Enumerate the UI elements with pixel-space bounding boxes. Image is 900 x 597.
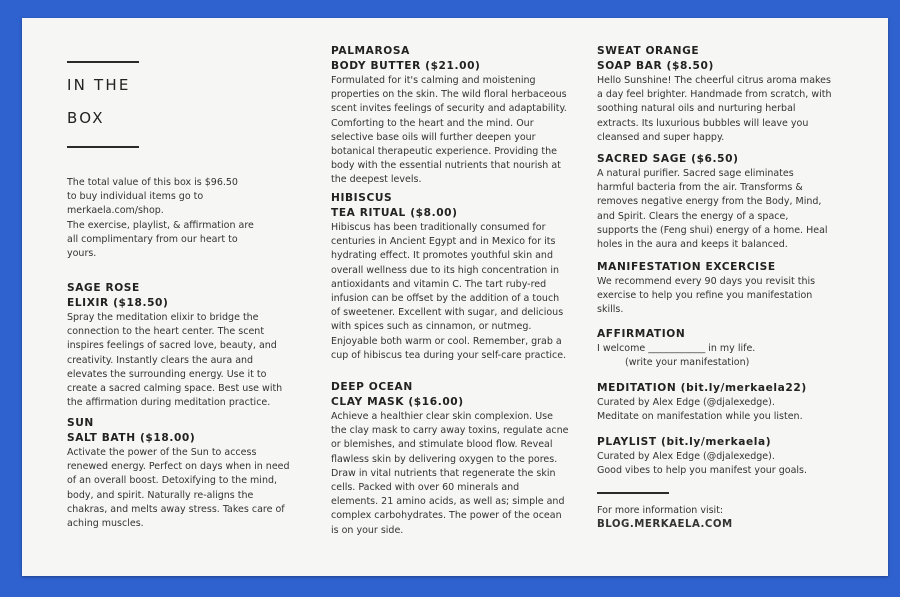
product-deep-ocean: DEEP OCEAN CLAY MASK ($16.00) Achieve a healthier clear skin complexion. Use the clay mask to carry away toxins, regulate acne or blemishes, and stimulate blood flow. Reveal flawless skin by delivering oxygen to the pores. Draw in vital nutrients that regenerate the skin cells. Packed with over 60 minerals and elements. 21 amino acids, as well as; simple and complex carbohydrates. The power of the ocean is on your side. [331,381,569,536]
meditation: MEDITATION (bit.ly/merkaela22) Curated by Alex Edge (@djalexedge). Meditate on manifestation while you listen. [597,382,807,423]
product-sacred-sage: SACRED SAGE ($6.50) A natural purifier. Sacred sage eliminates harmful bacteria from the air. Transforms & removes negative energy from the Body, Mind, and Spirit. Clears the energy of a space, supports the (Feng shui) energy of a home. Heal holes in the aura and keeps it balanced. [597,153,828,251]
product-sage-rose: SAGE ROSE ELIXIR ($18.50) Spray the meditation elixir to bridge the connection to the heart center. The scent inspires feelings of sacred love, beauty, and creativity. Instantly clears the aura and elevates the surrounding energy. Use it to create a sacred calming space. Best use with the affirmation during meditation practice. [67,282,283,409]
intro-text: The total value of this box is $96.50 to buy individual items go to merkaela.com/shop. The exercise, playlist, & affirmation are all complimentary from our heart to yours. [67,177,254,260]
product-palmarosa: PALMAROSA BODY BUTTER ($21.00) Formulated for it's calming and moistening properties on the skin. The wild floral herbaceous scent invites feelings of security and adaptability. Comforting to the heart and the mind. Our selective base oils will further deepen your botanical therapeutic experience. Providing the body with the essential nutrients that nourish at the deepest levels. [331,45,567,186]
playlist: PLAYLIST (bit.ly/merkaela) Curated by Alex Edge (@djalexedge). Good vibes to help you manifest your goals. [597,436,808,477]
info-card [22,18,888,576]
footer-rule [597,492,832,494]
product-hibiscus: HIBISCUS TEA RITUAL ($8.00) Hibiscus has been traditionally consumed for centuries in Ancient Egypt and in Mexico for its hydrating effect. It promotes youthful skin and overall wellness due to its high concentration in antioxidants and vitamin C. The tart ruby-red infusion can be offset by the addition of a touch of sweetener. Excellent with sugar, and delicious with spices such as cinnamon, or nutmeg. Enjoyable both warm or cool. Remember, grab a cup of hibiscus tea during your self-care practice. [331,192,567,361]
affirmation: AFFIRMATION I welcome ____________ in my life. (write your manifestation) [597,328,756,369]
footer: For more information visit: BLOG.MERKAELA.COM [597,504,832,532]
box-heading: IN THE [67,76,131,94]
top-rule [67,61,292,63]
product-sun-salt-bath: SUN SALT BATH ($18.00) Activate the power of the Sun to access renewed energy. Perfect on days when in need of an overall boost. Detoxifying to the mind, body, and spirit. Naturally re-aligns the chakras, and melts away stress. Takes care of aching muscles. [67,417,290,530]
box-heading-2: BOX [67,109,105,127]
manifestation-exercise: MANIFESTATION EXCERCISE We recommend every 90 days you revisit this exercise to help you refine you manifestation skills. [597,261,816,316]
bottom-rule [67,146,292,148]
blog-link[interactable]: BLOG.MERKAELA.COM [597,519,733,531]
product-sweat-orange: SWEAT ORANGE SOAP BAR ($8.50) Hello Sunshine! The cheerful citrus aroma makes a day feel brighter. Handmade from scratch, with soothing natural oils and nurturing herbal extracts. Its luxurious bubbles will leave you cleansed and super happy. [597,45,832,143]
